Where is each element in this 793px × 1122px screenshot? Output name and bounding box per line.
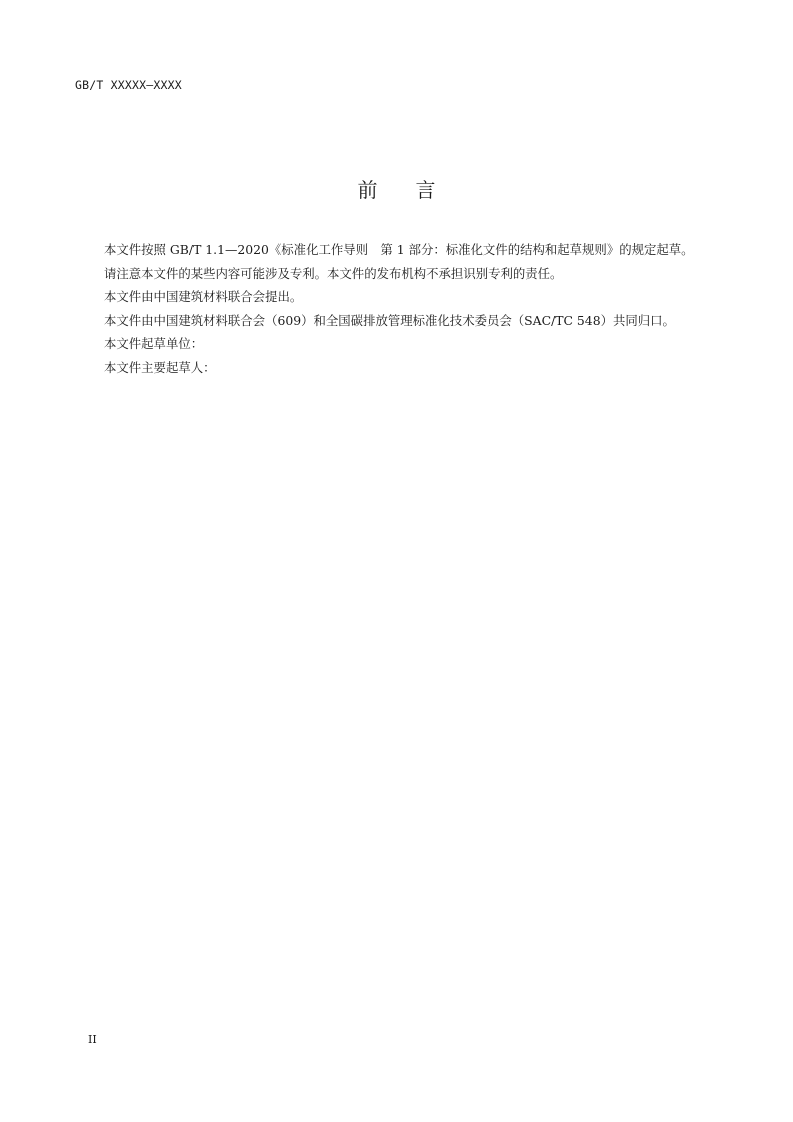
paragraph-proposer: 本文件由中国建筑材料联合会提出。 (104, 289, 303, 304)
paragraph-drafting-basis: 本文件按照 GB/T 1.1—2020《标准化工作导则 第 1 部分：标准化文件的结构和起草规则》的规定起草。 (104, 242, 694, 257)
page-title: 前言 (357, 178, 474, 202)
page-number: II (88, 1033, 97, 1046)
paragraph-administrator: 本文件由中国建筑材料联合会（609）和全国碳排放管理标准化技术委员会（SAC/TC 548）共同归口。 (104, 312, 675, 328)
standard-code-header: GB/T XXXXX—XXXX (75, 78, 182, 92)
foreword-body (75, 238, 723, 379)
paragraph-main-drafters: 本文件主要起草人： (104, 359, 216, 375)
paragraph-drafting-units: 本文件起草单位： (104, 336, 204, 351)
paragraph-patent-notice: 请注意本文件的某些内容可能涉及专利。本文件的发布机构不承担识别专利的责任。 (104, 265, 563, 281)
